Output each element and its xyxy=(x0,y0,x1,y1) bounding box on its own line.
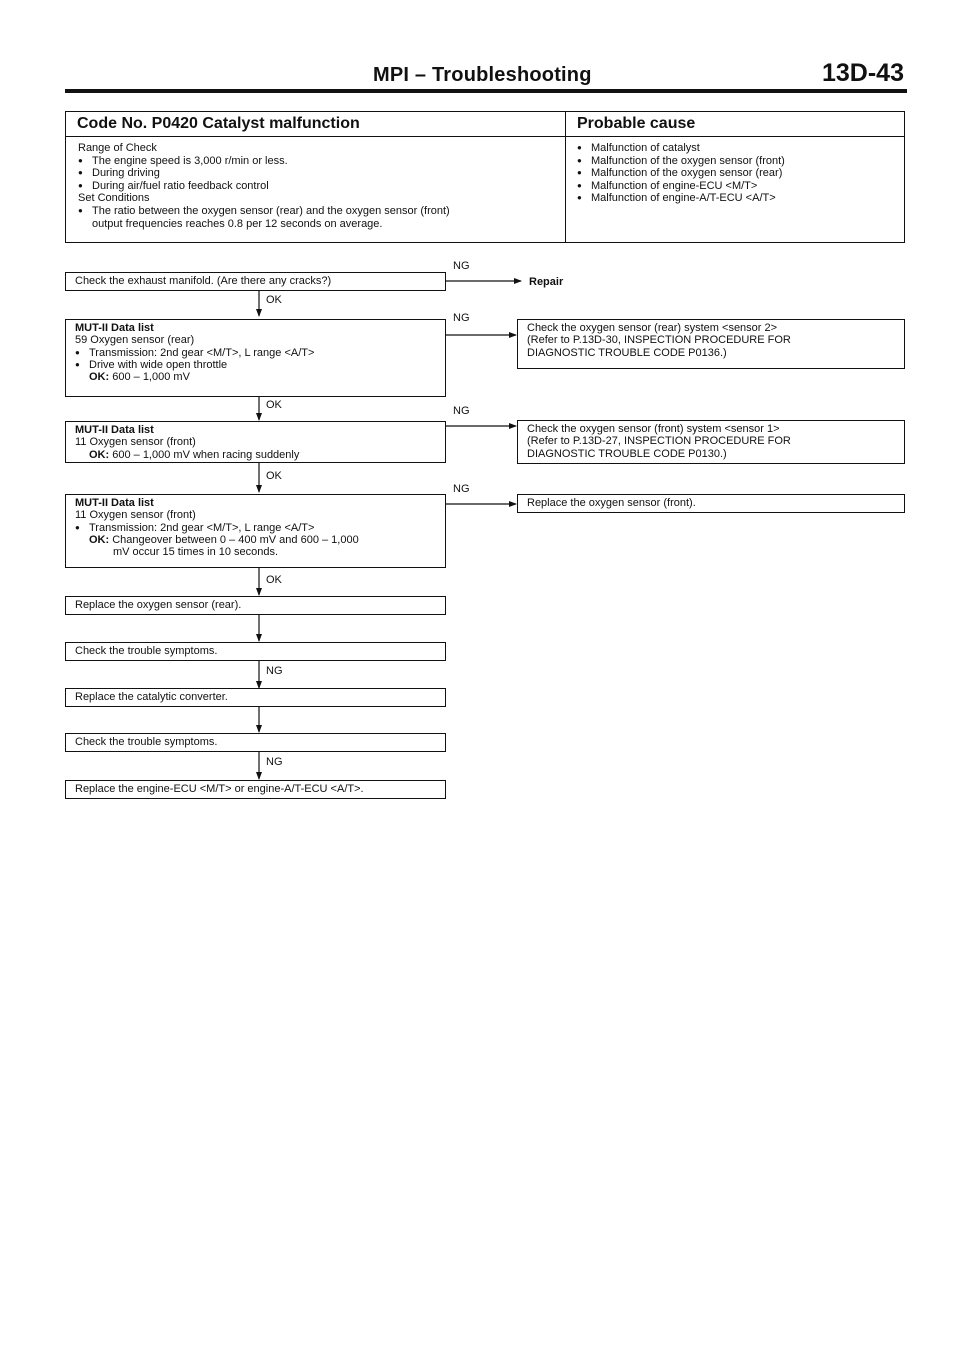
ok-label: OK xyxy=(266,399,282,411)
data-list-title: MUT-II Data list xyxy=(75,322,154,334)
flow-step-mut-data-list-front-sensor-changeover xyxy=(65,494,446,568)
set-condition-item: ● The ratio between the oxygen sensor (rear) and the oxygen sensor (front) xyxy=(78,205,558,218)
set-conditions-label: Set Conditions xyxy=(78,192,150,205)
range-item: ● The engine speed is 3,000 r/min or less. xyxy=(78,155,558,168)
ok-criteria-label: OK: xyxy=(89,448,110,461)
page-number: 13D-43 xyxy=(822,59,904,87)
flow-step-replace-catalytic-converter: Replace the catalytic converter. xyxy=(65,688,446,707)
condition-item: ● Transmission: 2nd gear <M/T>, L range <A/T> xyxy=(75,347,436,359)
ng-label: NG xyxy=(266,665,283,677)
data-list-item: 11 Oxygen sensor (front) xyxy=(75,509,196,522)
probable-cause-heading: Probable cause xyxy=(577,115,696,132)
cause-item: ● Malfunction of the oxygen sensor (rear) xyxy=(577,167,897,180)
condition-item: ● Drive with wide open throttle xyxy=(75,359,436,371)
ok-criteria-label: OK: xyxy=(89,371,110,384)
flow-step-mut-data-list-rear-sensor xyxy=(65,319,446,397)
flow-step-replace-rear-sensor: Replace the oxygen sensor (rear). xyxy=(65,596,446,615)
flow-result-repair: Repair xyxy=(529,276,564,288)
ng-label: NG xyxy=(453,260,470,272)
ok-criteria-cont: mV occur 15 times in 10 seconds. xyxy=(113,546,279,559)
data-list-item: 59 Oxygen sensor (rear) xyxy=(75,334,195,347)
cause-item: ● Malfunction of engine-ECU <M/T> xyxy=(577,180,897,193)
range-item: ● During air/fuel ratio feedback control xyxy=(78,180,558,193)
ok-criteria xyxy=(75,449,436,461)
page-title: MPI – Troubleshooting xyxy=(373,64,592,86)
cause-item: ● Malfunction of the oxygen sensor (front) xyxy=(577,155,897,168)
result-line: Check the oxygen sensor (rear) system <sensor 2> xyxy=(527,322,778,334)
ok-label: OK xyxy=(266,470,282,482)
data-list-title: MUT-II Data list xyxy=(75,497,154,509)
ok-criteria xyxy=(75,371,436,383)
data-list-title: MUT-II Data list xyxy=(75,424,154,436)
flow-step-mut-data-list-front-sensor xyxy=(65,421,446,463)
flow-step-check-trouble-symptoms-2: Check the trouble symptoms. xyxy=(65,733,446,752)
ng-label: NG xyxy=(453,312,470,324)
flow-step-check-exhaust-manifold: Check the exhaust manifold. (Are there any cracks?) xyxy=(65,272,446,291)
result-line: DIAGNOSTIC TROUBLE CODE P0130.) xyxy=(527,447,727,460)
ok-criteria-label: OK: xyxy=(89,533,110,546)
cause-item: ● Malfunction of engine-A/T-ECU <A/T> xyxy=(577,192,897,205)
range-item: ● During driving xyxy=(78,167,558,180)
data-list-item: 11 Oxygen sensor (front) xyxy=(75,436,196,449)
ok-criteria-value: 600 – 1,000 mV xyxy=(112,371,190,384)
ng-label: NG xyxy=(453,483,470,495)
set-condition-item-cont: output frequencies reaches 0.8 per 12 seconds on average. xyxy=(92,217,383,230)
range-label: Range of Check xyxy=(78,142,157,154)
code-heading: Code No. P0420 Catalyst malfunction xyxy=(77,115,360,132)
ng-label: NG xyxy=(453,405,470,417)
flow-result-replace-front-sensor: Replace the oxygen sensor (front). xyxy=(517,494,905,513)
flow-result-check-rear-sensor-system xyxy=(517,319,905,369)
ok-criteria xyxy=(75,534,436,546)
condition-item: ● Transmission: 2nd gear <M/T>, L range <A/T> xyxy=(75,522,436,534)
result-line: DIAGNOSTIC TROUBLE CODE P0136.) xyxy=(527,346,727,359)
cause-item: ● Malfunction of catalyst xyxy=(577,142,897,155)
result-line: (Refer to P.13D-27, INSPECTION PROCEDURE FOR xyxy=(527,435,791,448)
flow-step-replace-engine-ecu: Replace the engine-ECU <M/T> or engine-A/T-ECU <A/T>. xyxy=(65,780,446,799)
flow-step-check-trouble-symptoms: Check the trouble symptoms. xyxy=(65,642,446,661)
ok-criteria-value: Changeover between 0 – 400 mV and 600 – 1,000 xyxy=(112,533,359,546)
ok-label: OK xyxy=(266,294,282,306)
result-line: Check the oxygen sensor (front) system <sensor 1> xyxy=(527,423,780,435)
ok-criteria-value: 600 – 1,000 mV when racing suddenly xyxy=(112,448,300,461)
ok-label: OK xyxy=(266,574,282,586)
result-line: (Refer to P.13D-30, INSPECTION PROCEDURE FOR xyxy=(527,334,791,347)
ng-label: NG xyxy=(266,756,283,768)
flow-result-check-front-sensor-system xyxy=(517,420,905,464)
